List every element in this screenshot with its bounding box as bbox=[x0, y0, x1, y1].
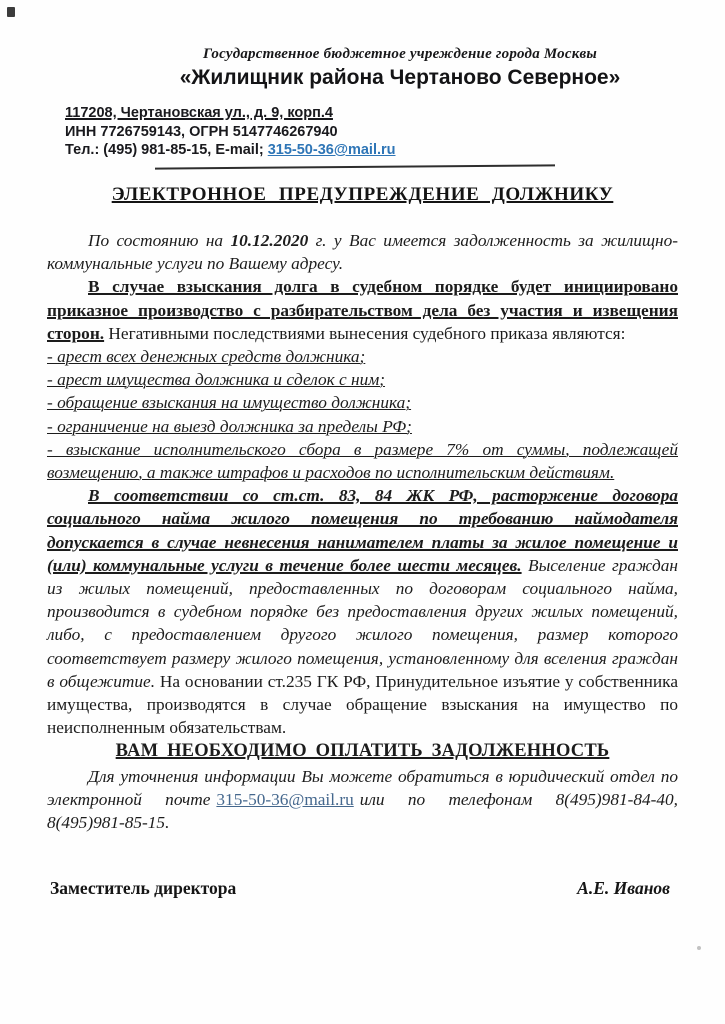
org-type-line: Государственное бюджетное учреждение города Москвы bbox=[202, 46, 598, 62]
inn-ogrn-line: ИНН 7726759143, ОГРН 5147746267940 bbox=[65, 123, 338, 140]
divider-line bbox=[155, 164, 555, 169]
debt-status-text: По состоянию на bbox=[88, 231, 231, 250]
consequence-arrest-property: - арест имущества должника и сделок с ним; bbox=[47, 370, 386, 390]
consequence-arrest-funds: - арест всех денежных средств должника; bbox=[47, 347, 366, 367]
list-item bbox=[47, 368, 678, 391]
legal-basis-seizure: На основании ст.235 ГК РФ, Принудительное изъятие у собственника имущества, производятся в случае обращение взыскания на имущество по неисполненным обязательствам. bbox=[47, 671, 678, 738]
payment-demand-heading: ВАМ НЕОБХОДИМО ОПЛАТИТЬ ЗАДОЛЖЕННОСТЬ bbox=[115, 741, 610, 762]
scan-artifact-dot bbox=[697, 946, 701, 950]
paragraph-debt-status bbox=[47, 229, 678, 275]
contact-block bbox=[65, 104, 396, 160]
header-email-link[interactable]: 315-50-36@mail.ru bbox=[267, 142, 396, 158]
phone-label: Тел.: (495) 981-85-15, E-mail; bbox=[65, 142, 268, 158]
body-email-link[interactable]: 315-50-36@mail.ru bbox=[216, 789, 354, 809]
list-item bbox=[47, 345, 678, 368]
court-warning-rest: Негативными последствиями вынесения судебного приказа являются: bbox=[104, 323, 626, 343]
paragraph-court-warning bbox=[47, 275, 678, 345]
signature-name: А.Е. Иванов bbox=[577, 878, 670, 898]
legal-basis-eviction: Выселение граждан из жилых помещений, предоставленных по договорам социального найма, производится в судебном порядке без предоставления других жилых помещений, либо, с предоставлением другого жилого помещения, размер которого соответствует размеру жилого помещения, установленному для вселения граждан в общежитие. bbox=[47, 555, 678, 691]
letter-content bbox=[47, 184, 678, 834]
signature-block bbox=[50, 878, 670, 899]
contact-info-phones: или по телефонам 8(495)981-84-40, 8(495)981-85-15. bbox=[47, 789, 678, 833]
consequences-list bbox=[47, 345, 678, 484]
list-item bbox=[47, 415, 678, 438]
contact-info-text: Для уточнения информации Вы можете обратиться в юридический отдел по электронной почте bbox=[47, 766, 678, 809]
consequence-foreclosure: - обращение взыскания на имущество должника; bbox=[47, 393, 412, 413]
debt-date: 10.12.2020 bbox=[230, 231, 309, 250]
paragraph-legal-basis bbox=[47, 484, 678, 739]
court-warning-bold: В случае взыскания долга в судебном порядке будет инициировано приказное производство с разбирательством дела без участия и извещения сторон. bbox=[47, 277, 678, 343]
scan-artifact-corner bbox=[7, 7, 15, 17]
letterhead bbox=[120, 46, 680, 90]
list-item bbox=[47, 391, 678, 414]
address-line: 117208, Чертановская ул., д. 9, корп.4 bbox=[65, 105, 333, 121]
consequence-enforcement-fee: - взыскание исполнительского сбора в размере 7% от суммы, подлежащей возмещению, а также штрафов и расходов по исполнительским действиям. bbox=[47, 439, 678, 483]
signature-position: Заместитель директора bbox=[50, 878, 237, 898]
org-name-line: «Жилищник района Чертаново Северное» bbox=[179, 66, 621, 89]
paragraph-contact-info bbox=[47, 765, 678, 835]
legal-basis-law: В соответствии со ст.ст. 83, 84 ЖК РФ, расторжение договора социального найма жилого помещения по требованию наймодателя допускается в случае невнесения нанимателем платы за жилое помещение и (или) коммунальные услуги в течение более шести месяцев. bbox=[47, 486, 678, 575]
document-title: ЭЛЕКТРОННОЕ ПРЕДУПРЕЖДЕНИЕ ДОЛЖНИКУ bbox=[111, 184, 614, 205]
phone-email-line bbox=[65, 141, 396, 160]
debt-status-text-cont: г. у Вас имеется задолженность за жилищно-коммунальные услуги по Вашему адресу. bbox=[47, 231, 679, 274]
consequence-travel-ban: - ограничение на выезд должника за пределы РФ; bbox=[47, 416, 412, 436]
list-item bbox=[47, 438, 678, 484]
letter-body bbox=[47, 229, 678, 834]
